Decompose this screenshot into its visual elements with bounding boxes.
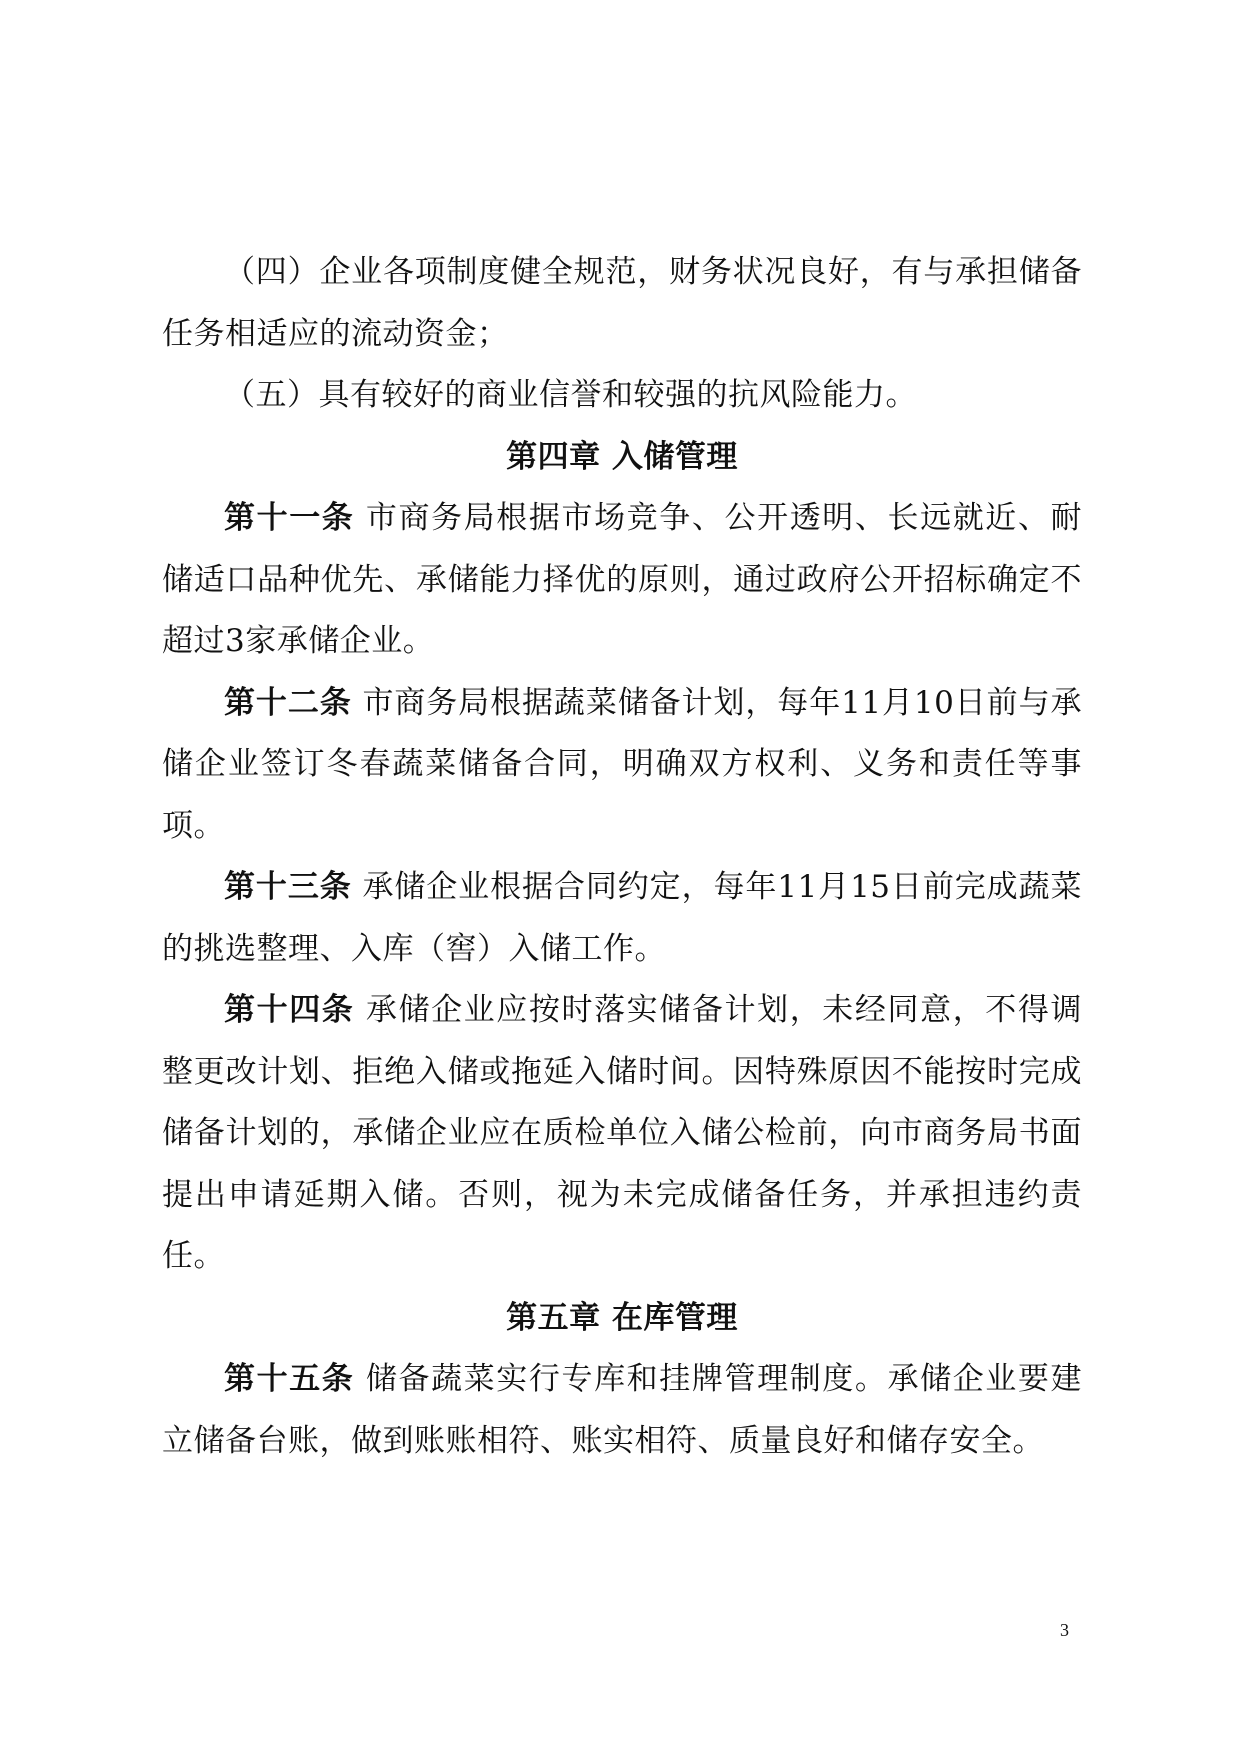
article-14-label: 第十四条: [224, 992, 355, 1028]
article-12: [162, 673, 1082, 858]
chapter-4-heading: 第四章 入储管理: [506, 438, 738, 475]
article-11-text: 市商务局根据市场竞争、公开透明、长远就近、耐储适口品种优先、承储能力择优的原则，通过政府公开招标确定不超过3家承储企业。: [162, 500, 1083, 659]
page-number: 3: [1060, 1620, 1069, 1640]
article-14: [162, 980, 1082, 1288]
paragraph-item-5: （五）具有较好的商业信誉和较强的抗风险能力。: [224, 377, 917, 413]
paragraph-item-4: （四）企业各项制度健全规范，财务状况良好，有与承担储备任务相适应的流动资金；: [162, 254, 1082, 352]
article-13: [162, 857, 1082, 980]
article-12-text: 市商务局根据蔬菜储备计划，每年11月10日前与承储企业签订冬春蔬菜储备合同，明确双方权利、义务和责任等事项。: [162, 684, 1083, 844]
article-15-label: 第十五条: [224, 1361, 355, 1397]
article-11: [162, 488, 1082, 673]
article-11-label: 第十一条: [224, 500, 355, 536]
document-body: [162, 242, 1082, 1472]
article-13-label: 第十三条: [224, 869, 352, 905]
chapter-5-heading: 第五章 在库管理: [506, 1299, 738, 1336]
article-12-label: 第十二条: [224, 684, 352, 721]
article-13-text: 承储企业根据合同约定，每年11月15日前完成蔬菜的挑选整理、入库（窖）入储工作。: [162, 869, 1083, 967]
article-14-text: 承储企业应按时落实储备计划，未经同意，不得调整更改计划、拒绝入储或拖延入储时间。因特殊原因不能按时完成储备计划的，承储企业应在质检单位入储公检前，向市商务局书面提出申请延期入储。否则，视为未完成储备任务，并承担违约责任。: [162, 992, 1083, 1274]
article-15-text: 储备蔬菜实行专库和挂牌管理制度。承储企业要建立储备台账，做到账账相符、账实相符、质量良好和储存安全。: [162, 1361, 1083, 1459]
article-15: [162, 1349, 1082, 1472]
